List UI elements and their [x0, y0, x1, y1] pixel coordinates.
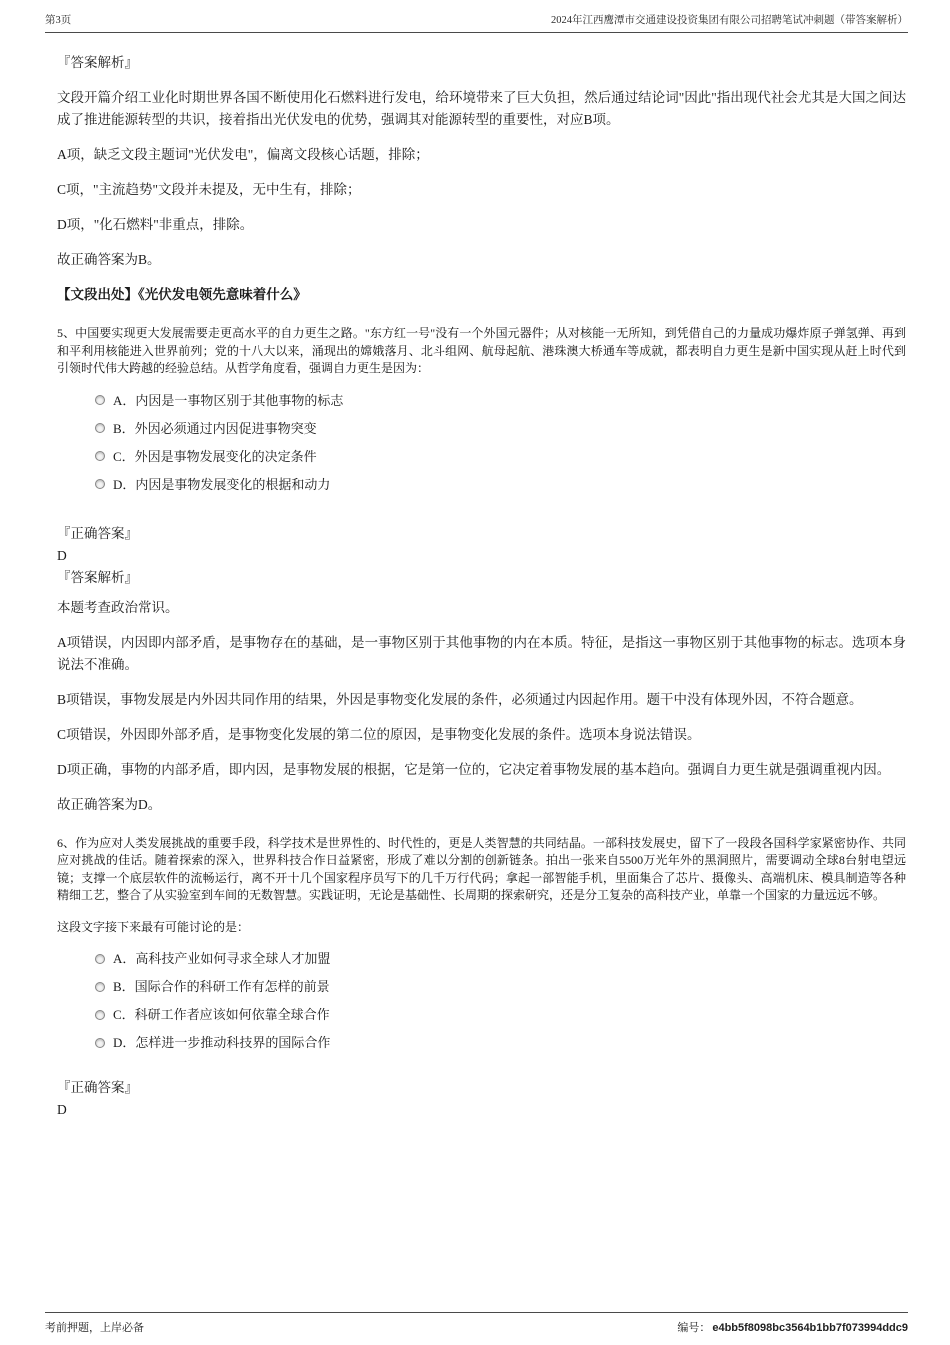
correct-answer-label: 『正确答案』 [57, 1080, 138, 1095]
q6-answer-block [57, 1077, 906, 1121]
radio-icon[interactable] [95, 1010, 105, 1020]
q5-analysis-a: A项错误，内因即内部矛盾，是事物存在的基础，是一事物区别于其他事物的内在本质。特征，是指这一事物区别于其他事物的标志。选项本身说法不准确。 [57, 634, 906, 672]
document-body [57, 40, 906, 1121]
correct-answer-value: D [57, 1102, 67, 1117]
q5-analysis-answer: 故正确答案为D。 [57, 796, 162, 812]
option-label: A．高科技产业如何寻求全球人才加盟 [113, 951, 331, 966]
question-5-options [95, 391, 906, 494]
question-5-stem: 5、中国要实现更大发展需要走更高水平的自力更生之路。"东方红一号"没有一个外国元器件；从对核能一无所知，到凭借自己的力量成功爆炸原子弹氢弹、再到和平利用核能进入世界前列；党的十八大以来，涌现出的嫦娥落月、北斗组网、航母起航、港珠澳大桥通车等成就，都表明自力更生是新中国实现从赶上时代到引领时代伟大跨越的经验总结。从哲学角度看，强调自力更生是因为： [57, 326, 906, 375]
document-id-value: e4bb5f8098bc3564b1bb7f073994ddc9 [712, 1322, 908, 1334]
q5-answer-block [57, 523, 906, 589]
option-label: C．外因是事物发展变化的决定条件 [113, 448, 317, 464]
question-6-stem: 6、作为应对人类发展挑战的重要手段，科学技术是世界性的、时代性的，更是人类智慧的共同结晶。一部科技发展史，留下了一段段各国科学家紧密协作、共同应对挑战的佳话。随着探索的深入，世界科技合作日益紧密，形成了难以分割的创新链条。拍出一张来自5500万光年外的黑洞照片，需要调动全球8台射电望远镜；支撑一个底层软件的流畅运行，离不开十几个国家程序员写下的几千万行代码；拿起一部智能手机，里面集合了芯片、摄像头、高端机床、模具制造等各种精细工艺，整合了从实验室到车间的无数智慧。实践证明，无论是基础性、长周期的探索研究，还是分工复杂的高科技产业，单靠一个国家的力量远远不够。 [57, 835, 906, 902]
analysis-option-a: A项，缺乏文段主题词"光伏发电"，偏离文段核心话题，排除； [57, 147, 429, 162]
q6-option-a [95, 949, 906, 968]
radio-icon[interactable] [95, 954, 105, 964]
passage-source: 【文段出处】《光伏发电领先意味着什么》 [57, 287, 307, 302]
radio-icon[interactable] [95, 479, 105, 489]
analysis-paragraph: 文段开篇介绍工业化时期世界各国不断使用化石燃料进行发电，给环境带来了巨大负担，然后通过结论词"因此"指出现代社会尤其是大国之间达成了推进能源转型的共识，接着指出光伏发电的优势，强调其对能源转型的重要性，对应B项。 [57, 90, 906, 127]
analysis-label: 『答案解析』 [57, 569, 138, 585]
q5-analysis-intro: 本题考查政治常识。 [57, 599, 179, 615]
radio-icon[interactable] [95, 982, 105, 992]
q5-option-b [95, 419, 906, 438]
analysis-option-c: C项，"主流趋势"文段并未提及，无中生有，排除； [57, 182, 361, 197]
footer-slogan: 考前押题，上岸必备 [45, 1322, 144, 1334]
radio-icon[interactable] [95, 451, 105, 461]
document-title: 2024年江西鹰潭市交通建设投资集团有限公司招聘笔试冲刺题（带答案解析） [551, 15, 908, 26]
option-label: C．科研工作者应该如何依靠全球合作 [113, 1007, 330, 1022]
page-number: 第3页 [45, 15, 72, 26]
analysis-label: 『答案解析』 [57, 55, 138, 70]
q5-option-d [95, 475, 906, 494]
correct-answer-label: 『正确答案』 [57, 525, 138, 541]
radio-icon[interactable] [95, 1038, 105, 1048]
q5-option-c [95, 447, 906, 466]
option-label: B．国际合作的科研工作有怎样的前景 [113, 979, 330, 994]
q5-analysis-b: B项错误，事物发展是内外因共同作用的结果，外因是事物变化发展的条件，必须通过内因起作用。题干中没有体现外因，不符合题意。 [57, 691, 863, 707]
option-label: A．内因是一事物区别于其他事物的标志 [113, 392, 344, 408]
option-label: B．外因必须通过内因促进事物突变 [113, 420, 317, 436]
document-id-label: 编号： [677, 1322, 711, 1334]
option-label: D．内因是事物发展变化的根据和动力 [113, 476, 331, 492]
q6-option-b [95, 977, 906, 996]
page-header [45, 12, 908, 33]
q6-option-d [95, 1033, 906, 1052]
document-id [677, 1319, 908, 1335]
radio-icon[interactable] [95, 395, 105, 405]
correct-answer-value: D [57, 547, 67, 563]
option-label: D．怎样进一步推动科技界的国际合作 [113, 1035, 331, 1050]
q6-option-c [95, 1005, 906, 1024]
q5-analysis-d: D项正确，事物的内部矛盾，即内因，是事物发展的根据，它是第一位的，它决定着事物发展的基本趋向。强调自力更生就是强调重视内因。 [57, 761, 891, 777]
analysis-answer: 故正确答案为B。 [57, 252, 161, 267]
q5-option-a [95, 391, 906, 410]
page-footer [45, 1312, 908, 1335]
analysis-option-d: D项，"化石燃料"非重点，排除。 [57, 217, 254, 232]
q5-analysis-c: C项错误，外因即外部矛盾，是事物变化发展的第二位的原因，是事物变化发展的条件。选项本身说法错误。 [57, 726, 701, 742]
radio-icon[interactable] [95, 423, 105, 433]
question-6-options [95, 949, 906, 1052]
question-6-prompt: 这段文字接下来最有可能讨论的是： [57, 919, 250, 934]
